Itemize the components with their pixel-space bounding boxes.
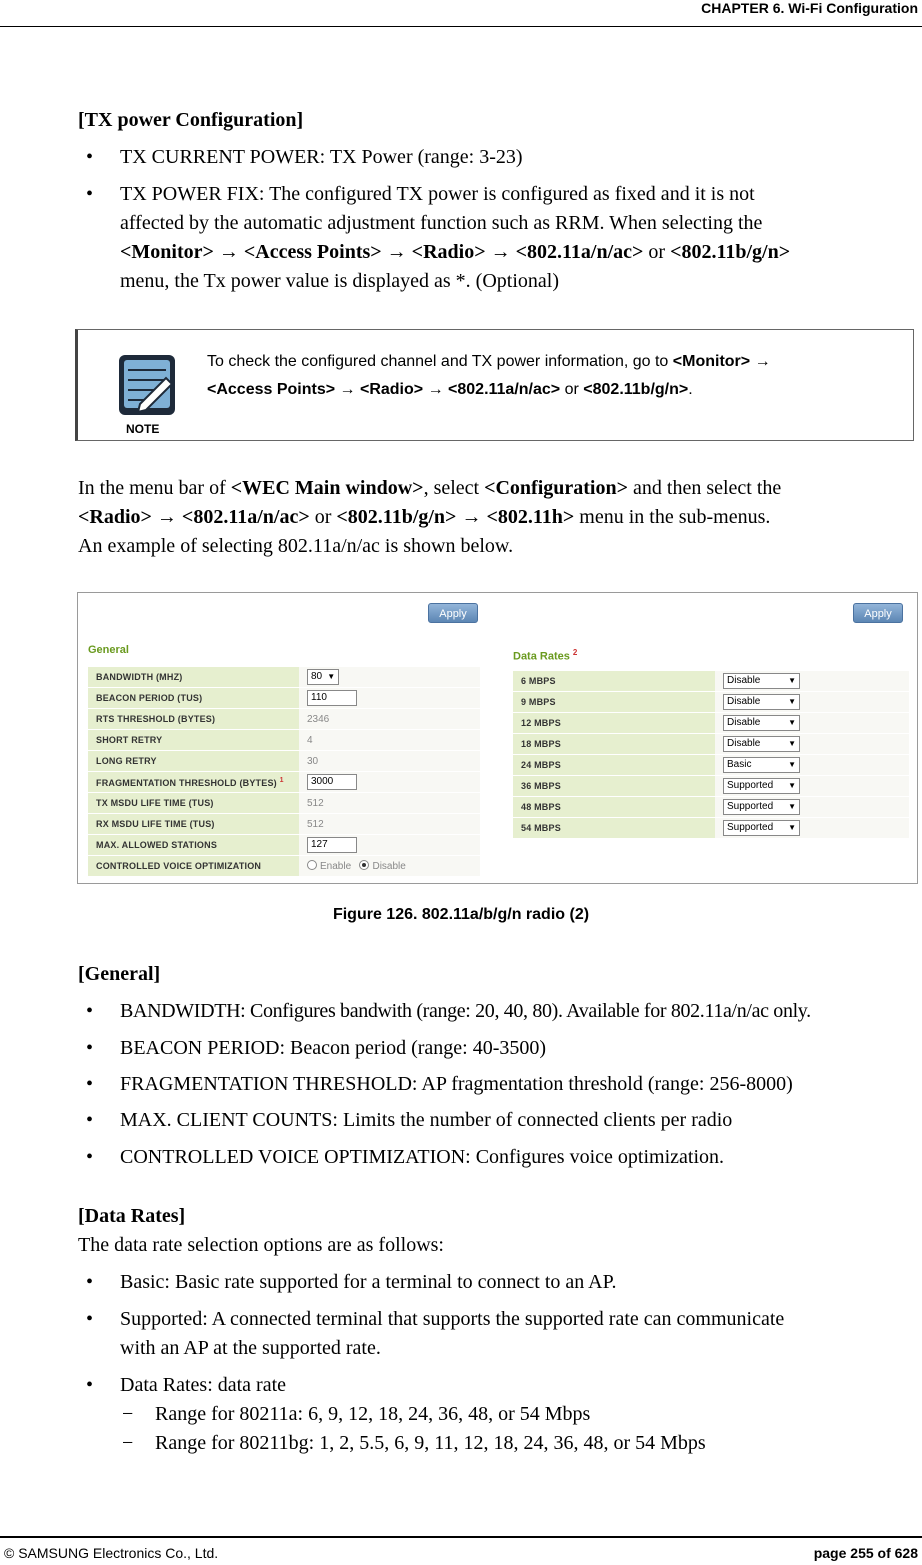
intro-line3: An example of selecting 802.11a/n/ac is shown below. xyxy=(78,535,514,557)
intro-end: and then select the xyxy=(633,477,782,499)
rate-label: 18 MBPS xyxy=(513,734,715,755)
data-rates-section-title xyxy=(513,648,577,663)
bandwidth-value: 80 xyxy=(311,671,323,682)
note-access-points: <Access Points> xyxy=(207,381,336,398)
table-row xyxy=(88,709,480,730)
menu-80211b: <802.11b/g/n> xyxy=(336,506,457,528)
rate-select[interactable] xyxy=(723,757,800,773)
general-item: BEACON PERIOD: Beacon period (range: 40-3500) xyxy=(120,1037,547,1059)
fragmentation-threshold-input[interactable]: 3000 xyxy=(307,774,357,790)
arrow-glyph: → xyxy=(754,353,771,370)
rate-value: Supported xyxy=(727,780,774,791)
note-80211a: <802.11a/n/ac> xyxy=(448,381,561,398)
setting-label: LONG RETRY xyxy=(88,751,299,772)
table-row xyxy=(88,793,480,814)
note-radio: <Radio> xyxy=(359,381,424,398)
bullet-glyph: • xyxy=(86,183,94,205)
rate-select[interactable] xyxy=(723,778,800,794)
chevron-down-icon: ▼ xyxy=(788,697,796,706)
radio-config-figure xyxy=(77,592,918,884)
chevron-down-icon: ▼ xyxy=(788,718,796,727)
or-text: or xyxy=(648,241,666,263)
data-rates-intro: The data rate selection options are as follows: xyxy=(78,1234,444,1256)
arrow-glyph: → xyxy=(427,381,444,398)
supported-rate-line1: Supported: A connected terminal that supports the supported rate can communicate xyxy=(120,1308,785,1330)
note-text xyxy=(207,348,897,404)
dash-glyph: − xyxy=(122,1432,134,1454)
table-row xyxy=(88,772,480,793)
range-80211a: Range for 80211a: 6, 9, 12, 18, 24, 36, 48, or 54 Mbps xyxy=(155,1403,591,1425)
bullet-glyph: • xyxy=(86,1109,94,1131)
rate-select[interactable] xyxy=(723,715,800,731)
bullet-glyph: • xyxy=(86,1146,94,1168)
rate-value-cell xyxy=(715,734,909,755)
rate-label: 12 MBPS xyxy=(513,713,715,734)
setting-value-cell xyxy=(299,688,480,709)
table-row xyxy=(513,755,909,776)
setting-label: BEACON PERIOD (TUS) xyxy=(88,688,299,709)
footer-divider xyxy=(0,1536,922,1538)
setting-value-cell xyxy=(299,772,480,793)
data-rates-table xyxy=(513,671,909,839)
bandwidth-select[interactable] xyxy=(307,669,339,685)
note-or: or xyxy=(564,381,579,398)
arrow-glyph: → xyxy=(490,241,511,263)
tx-current-power-text: TX CURRENT POWER: TX Power (range: 3-23) xyxy=(120,146,523,168)
max-allowed-stations-input[interactable]: 127 xyxy=(307,837,357,853)
note-end: . xyxy=(688,381,693,398)
radio-menu: <Radio> xyxy=(78,506,152,528)
rate-value: Disable xyxy=(727,738,761,749)
table-row xyxy=(88,688,480,709)
rx-msdu-value: 512 xyxy=(299,814,480,835)
rate-value-cell xyxy=(715,755,909,776)
fragmentation-label: FRAGMENTATION THRESHOLD (BYTES) xyxy=(96,777,277,788)
intro-text: In the menu bar of xyxy=(78,477,226,499)
footnote-marker: 1 xyxy=(279,776,284,784)
setting-label: RTS THRESHOLD (BYTES) xyxy=(88,709,299,730)
rate-value: Supported xyxy=(727,822,774,833)
data-rates-title-text: Data Rates xyxy=(513,650,570,663)
supported-rate-line2: with an AP at the supported rate. xyxy=(120,1337,381,1359)
rate-label: 36 MBPS xyxy=(513,776,715,797)
menu-monitor: <Monitor> xyxy=(120,241,214,263)
intro-select: , select xyxy=(423,477,480,499)
short-retry-value: 4 xyxy=(299,730,480,751)
setting-label: BANDWIDTH (MHZ) xyxy=(88,667,299,688)
setting-value-cell xyxy=(299,835,480,856)
arrow-glyph: → xyxy=(461,506,482,528)
table-row xyxy=(88,856,480,877)
setting-label xyxy=(88,772,299,793)
menu-80211h: <802.11h> xyxy=(486,506,575,528)
rate-value-cell xyxy=(715,713,909,734)
rate-select[interactable] xyxy=(723,820,800,836)
chevron-down-icon: ▼ xyxy=(788,760,796,769)
long-retry-value: 30 xyxy=(299,751,480,772)
note-80211b: <802.11b/g/n> xyxy=(583,381,689,398)
general-item: MAX. CLIENT COUNTS: Limits the number of connected clients per radio xyxy=(120,1109,733,1131)
note-label: NOTE xyxy=(126,422,160,436)
arrow-glyph: → xyxy=(339,381,356,398)
rate-value: Basic xyxy=(727,759,752,770)
table-row xyxy=(513,818,909,839)
rate-select[interactable] xyxy=(723,673,800,689)
rate-label: 9 MBPS xyxy=(513,692,715,713)
tx-power-heading: [TX power Configuration] xyxy=(78,109,304,131)
or-text: or xyxy=(314,506,332,528)
note-box xyxy=(75,329,914,441)
table-row xyxy=(513,797,909,818)
configuration-menu: <Configuration> xyxy=(484,477,629,499)
tx-msdu-value: 512 xyxy=(299,793,480,814)
setting-label: TX MSDU LIFE TIME (TUS) xyxy=(88,793,299,814)
footnote-marker: 2 xyxy=(572,648,578,657)
table-row xyxy=(88,814,480,835)
arrow-glyph: → xyxy=(218,241,239,263)
note-intro: To check the configured channel and TX power information, go to xyxy=(207,353,669,370)
general-item: FRAGMENTATION THRESHOLD: AP fragmentation threshold (range: 256-8000) xyxy=(120,1073,793,1095)
bullet-glyph: • xyxy=(86,1308,94,1330)
table-row xyxy=(513,671,909,692)
rate-value-cell xyxy=(715,776,909,797)
table-row xyxy=(513,692,909,713)
chevron-down-icon: ▼ xyxy=(788,823,796,832)
disable-radio[interactable] xyxy=(359,860,369,870)
rate-label: 48 MBPS xyxy=(513,797,715,818)
rate-label: 24 MBPS xyxy=(513,755,715,776)
general-heading: [General] xyxy=(78,963,161,985)
setting-value-cell xyxy=(299,856,480,877)
note-pen-icon xyxy=(118,354,176,416)
rate-label: 54 MBPS xyxy=(513,818,715,839)
rts-threshold-value: 2346 xyxy=(299,709,480,730)
rate-value: Disable xyxy=(727,675,761,686)
chevron-down-icon: ▼ xyxy=(788,676,796,685)
page-number: page 255 of 628 xyxy=(813,1545,918,1561)
bullet-glyph: • xyxy=(86,1271,94,1293)
setting-label: CONTROLLED VOICE OPTIMIZATION xyxy=(88,856,299,877)
tx-power-fix-line3 xyxy=(120,238,915,267)
tx-power-fix-line4: menu, the Tx power value is displayed as *. (Optional) xyxy=(120,270,559,292)
arrow-glyph: → xyxy=(386,241,407,263)
bullet-glyph: • xyxy=(86,1374,94,1396)
data-rates-heading: [Data Rates] xyxy=(78,1205,186,1227)
table-row xyxy=(513,713,909,734)
rate-value: Disable xyxy=(727,696,761,707)
bullet-glyph: • xyxy=(86,1073,94,1095)
header-divider xyxy=(0,26,922,27)
intro-end: menu in the sub-menus. xyxy=(579,506,771,528)
table-row xyxy=(88,730,480,751)
table-row xyxy=(513,734,909,755)
rate-select[interactable] xyxy=(723,799,800,815)
chevron-down-icon: ▼ xyxy=(788,739,796,748)
general-item: BANDWIDTH: Configures bandwith (range: 20, 40, 80). Available for 802.11a/n/ac only. xyxy=(120,1000,811,1022)
dash-glyph: − xyxy=(122,1403,134,1425)
intro-line2 xyxy=(78,503,770,532)
setting-label: RX MSDU LIFE TIME (TUS) xyxy=(88,814,299,835)
figure-caption: Figure 126. 802.11a/b/g/n radio (2) xyxy=(332,906,590,923)
bullet-glyph: • xyxy=(86,146,94,168)
tx-power-fix-line2: affected by the automatic adjustment function such as RRM. When selecting the xyxy=(120,212,763,234)
rate-value-cell xyxy=(715,692,909,713)
data-rates-item: Data Rates: data rate xyxy=(120,1374,287,1396)
arrow-glyph: → xyxy=(156,506,177,528)
rate-value-cell xyxy=(715,797,909,818)
table-row xyxy=(88,667,480,688)
rate-value-cell xyxy=(715,671,909,692)
rate-value: Disable xyxy=(727,717,761,728)
tx-power-fix-line1: TX POWER FIX: The configured TX power is configured as fixed and it is not xyxy=(120,183,755,205)
setting-label: MAX. ALLOWED STATIONS xyxy=(88,835,299,856)
chevron-down-icon: ▼ xyxy=(327,672,336,681)
menu-radio: <Radio> xyxy=(411,241,486,263)
rate-value: Supported xyxy=(727,801,774,812)
rate-label: 6 MBPS xyxy=(513,671,715,692)
bullet-glyph: • xyxy=(86,1037,94,1059)
table-row xyxy=(88,751,480,772)
beacon-period-input[interactable]: 110 xyxy=(307,690,357,706)
general-section-title: General xyxy=(88,644,129,656)
enable-radio[interactable] xyxy=(307,860,317,870)
apply-button-data-rates[interactable]: Apply xyxy=(853,603,903,623)
menu-80211a: <802.11a/n/ac> xyxy=(181,506,310,528)
setting-label: SHORT RETRY xyxy=(88,730,299,751)
chapter-header: CHAPTER 6. Wi-Fi Configuration xyxy=(701,0,918,16)
menu-access-points: <Access Points> xyxy=(243,241,382,263)
table-row xyxy=(88,835,480,856)
rate-value-cell xyxy=(715,818,909,839)
bullet-glyph: • xyxy=(86,1000,94,1022)
general-item: CONTROLLED VOICE OPTIMIZATION: Configures voice optimization. xyxy=(120,1146,724,1168)
apply-button-general[interactable]: Apply xyxy=(428,603,478,623)
menu-80211a: <802.11a/n/ac> xyxy=(515,241,644,263)
rate-select[interactable] xyxy=(723,694,800,710)
chevron-down-icon: ▼ xyxy=(788,802,796,811)
footer-copyright: © SAMSUNG Electronics Co., Ltd. xyxy=(4,1545,219,1561)
general-settings-table xyxy=(88,667,480,877)
note-monitor: <Monitor> xyxy=(672,353,751,370)
rate-select[interactable] xyxy=(723,736,800,752)
chevron-down-icon: ▼ xyxy=(788,781,796,790)
basic-rate-text: Basic: Basic rate supported for a terminal to connect to an AP. xyxy=(120,1271,617,1293)
wec-main-window: <WEC Main window> xyxy=(230,477,424,499)
intro-line1 xyxy=(78,474,781,503)
menu-80211b: <802.11b/g/n> xyxy=(670,241,791,263)
table-row xyxy=(513,776,909,797)
enable-label: Enable xyxy=(320,861,352,872)
range-80211bg: Range for 80211bg: 1, 2, 5.5, 6, 9, 11, 12, 18, 24, 36, 48, or 54 Mbps xyxy=(155,1432,706,1454)
disable-label: Disable xyxy=(372,861,406,872)
setting-value-cell xyxy=(299,667,480,688)
